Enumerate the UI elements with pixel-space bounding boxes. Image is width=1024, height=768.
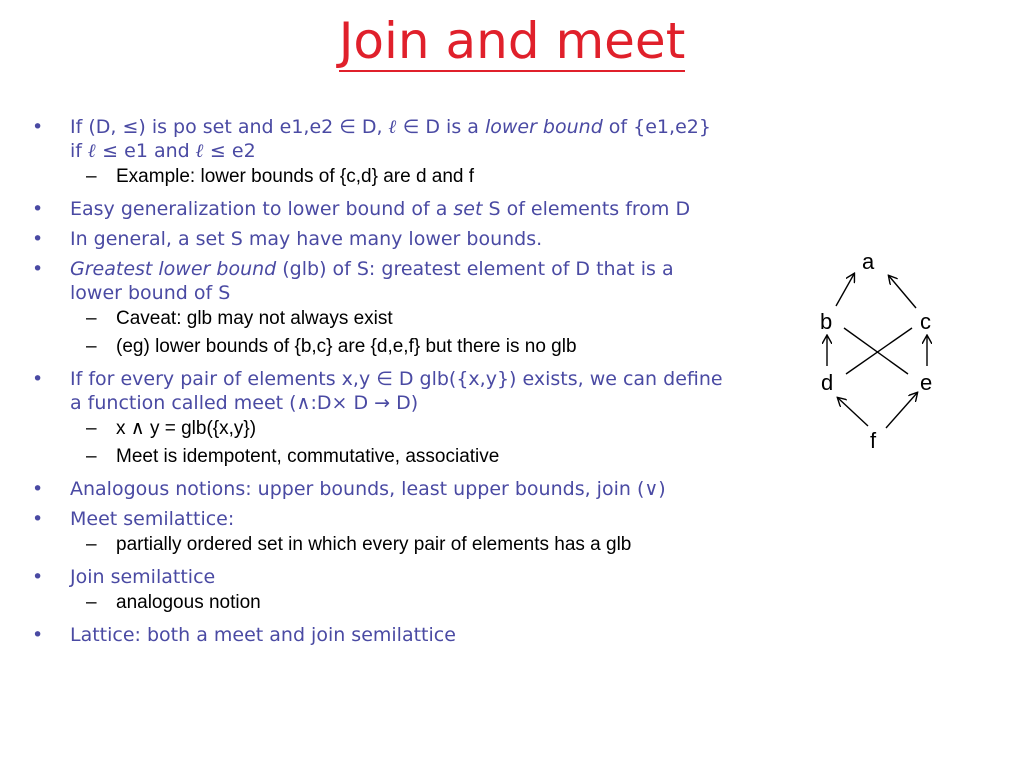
bullet-icon: • xyxy=(32,566,44,588)
bullet-icon: • xyxy=(32,258,44,280)
dash-icon: – xyxy=(86,446,97,467)
sub-bullet-eg: – (eg) lower bounds of {b,c} are {d,e,f} but there is no glb xyxy=(32,333,772,361)
edge-d-c xyxy=(846,328,912,374)
edge-b-a xyxy=(836,274,854,306)
node-b: b xyxy=(820,309,833,334)
bullet-meet-function: • If for every pair of elements x,y ∈ D glb({x,y}) exists, we can define a function called meet (∧:D× D → D) xyxy=(32,368,723,414)
node-a: a xyxy=(862,249,875,274)
edge-f-e xyxy=(886,393,917,428)
dash-icon: – xyxy=(86,308,97,329)
node-f: f xyxy=(870,428,877,453)
edge-c-a xyxy=(889,276,916,308)
bullet-lattice: • Lattice: both a meet and join semilattice xyxy=(32,624,456,646)
bullet-meet-semilattice: • Meet semilattice: xyxy=(32,508,235,530)
bullet-many-lower-bounds: • In general, a set S may have many lower bounds. xyxy=(32,228,543,250)
dash-icon: – xyxy=(86,534,97,555)
sub-bullet-example: – Example: lower bounds of {c,d} are d and f xyxy=(32,163,772,191)
sub-bullet-meet-def: – x ∧ y = glb({x,y}) xyxy=(32,415,772,443)
edge-f-d xyxy=(838,398,868,426)
bullet-icon: • xyxy=(32,198,44,220)
bullet-icon: • xyxy=(32,624,44,646)
node-d: d xyxy=(821,370,834,395)
dash-icon: – xyxy=(86,418,97,439)
slide-title: Join and meet xyxy=(338,12,686,70)
bullet-generalization: • Easy generalization to lower bound of a set S of elements from D xyxy=(32,198,691,220)
node-c: c xyxy=(920,309,931,334)
bullet-list xyxy=(32,109,772,647)
node-e: e xyxy=(920,370,933,395)
bullet-lower-bound-definition: • If (D, ≤) is po set and e1,e2 ∈ D, ℓ ∈ D is a lower bound of {e1,e2} if ℓ ≤ e1 and ℓ ≤ e2 xyxy=(32,116,711,162)
sub-bullet-meet-props: – Meet is idempotent, commutative, associative xyxy=(32,443,772,471)
hasse-diagram xyxy=(800,240,980,460)
bullet-join-semilattice: • Join semilattice xyxy=(32,566,216,588)
sub-bullet-meet-semilattice-def: – partially ordered set in which every pair of elements has a glb xyxy=(32,531,772,559)
dash-icon: – xyxy=(86,166,97,187)
bullet-icon: • xyxy=(32,508,44,530)
bullet-icon: • xyxy=(32,478,44,500)
bullet-glb: • Greatest lower bound (glb) of S: greatest element of D that is a lower bound of S xyxy=(32,258,674,304)
bullet-analogous-notions: • Analogous notions: upper bounds, least upper bounds, join (∨) xyxy=(32,478,666,500)
sub-bullet-caveat: – Caveat: glb may not always exist xyxy=(32,305,772,333)
bullet-icon: • xyxy=(32,368,44,390)
bullet-icon: • xyxy=(32,116,44,138)
dash-icon: – xyxy=(86,336,97,357)
sub-bullet-analogous: – analogous notion xyxy=(32,589,772,617)
dash-icon: – xyxy=(86,592,97,613)
edge-e-b xyxy=(844,328,908,374)
bullet-icon: • xyxy=(32,228,44,250)
